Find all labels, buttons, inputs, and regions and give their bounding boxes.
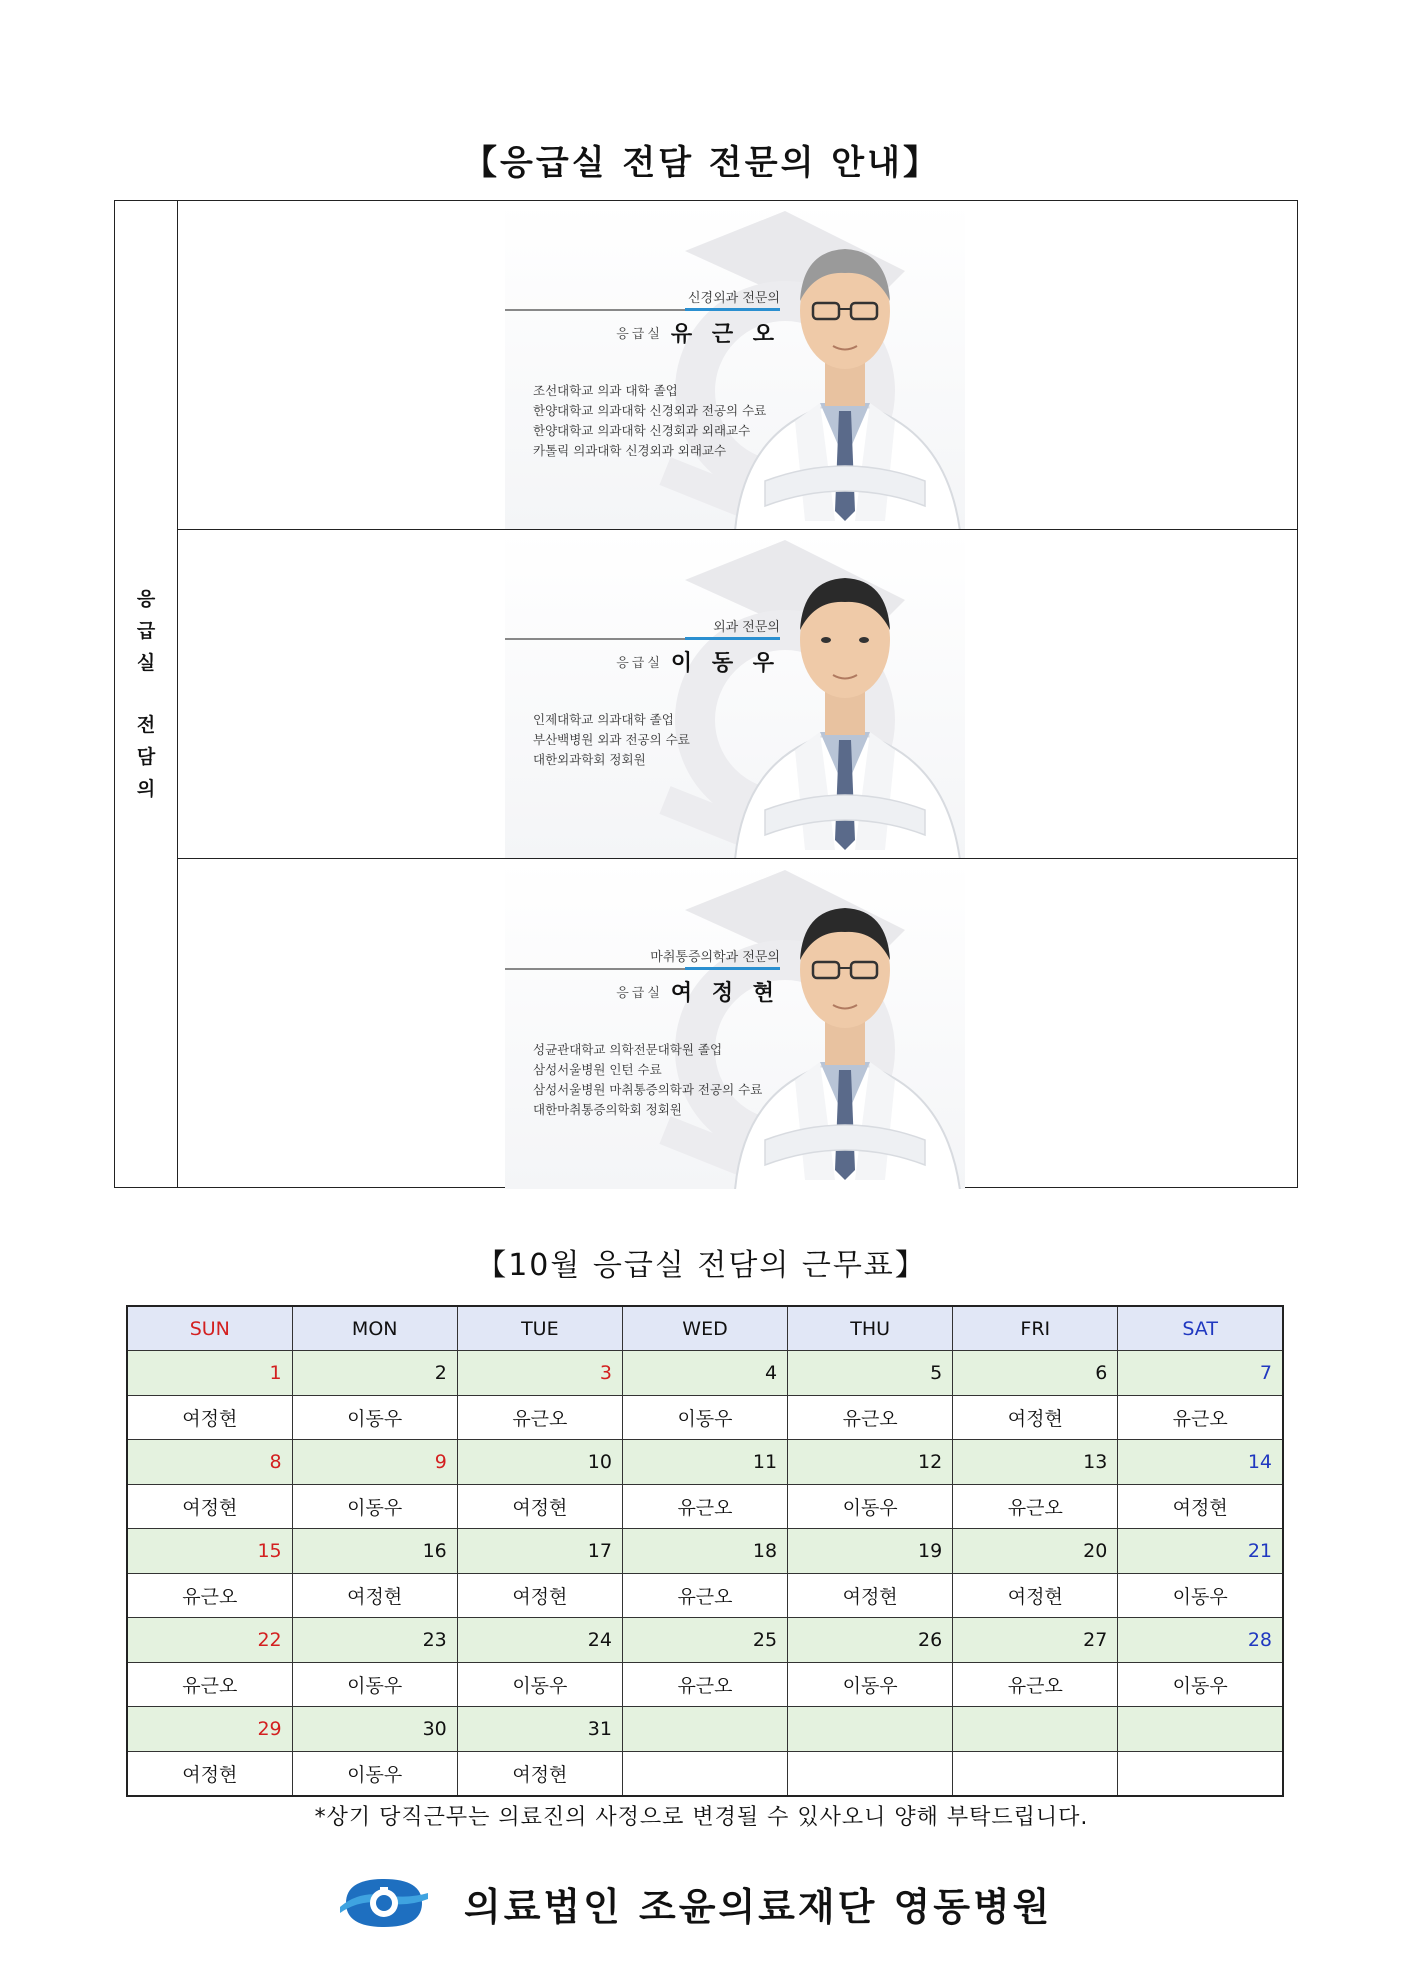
duty-doctor-cell: 이동우 [622,1395,787,1440]
duty-doctor-cell: 여정현 [127,1395,292,1440]
date-cell: 27 [953,1618,1118,1663]
date-cell: 18 [622,1529,787,1574]
duty-doctor-cell: 유근오 [953,1484,1118,1529]
date-cell: 10 [457,1440,622,1485]
doctor-row [178,860,1297,1189]
duty-doctor-cell: 유근오 [622,1484,787,1529]
career-line: 삼성서울병원 인턴 수료 [533,1061,662,1077]
duty-row [127,1662,1283,1707]
duty-doctor-cell: 이동우 [1118,1573,1283,1618]
date-cell: 28 [1118,1618,1283,1663]
duty-doctor-cell: 유근오 [953,1662,1118,1707]
duty-row [127,1751,1283,1796]
date-cell: 29 [127,1707,292,1752]
duty-row [127,1573,1283,1618]
side-char: 의 [136,778,156,800]
duty-doctor-cell: 여정현 [457,1751,622,1796]
date-cell: 31 [457,1707,622,1752]
date-row [127,1618,1283,1663]
duty-doctor-cell: 여정현 [457,1573,622,1618]
date-cell: 22 [127,1618,292,1663]
doctor-card [505,201,965,529]
hospital-name: 의료법인 조윤의료재단 영동병원 [464,1884,1053,1929]
doctor-row [178,201,1297,530]
career-line: 대한외과학회 정회원 [533,752,646,768]
duty-doctor-cell [1118,1751,1283,1796]
schedule-title: 【10월 응급실 전담의 근무표】 [476,1248,927,1283]
doctor-role: 응급실 [616,327,663,342]
date-cell: 2 [292,1351,457,1396]
date-row [127,1440,1283,1485]
date-cell: 20 [953,1529,1118,1574]
date-cell: 21 [1118,1529,1283,1574]
date-cell: 3 [457,1351,622,1396]
career-line: 카톨릭 의과대학 신경외과 외래교수 [533,443,727,458]
date-cell: 5 [788,1351,953,1396]
date-cell: 7 [1118,1351,1283,1396]
duty-doctor-cell: 여정현 [1118,1484,1283,1529]
date-cell [953,1707,1118,1752]
date-row [127,1351,1283,1396]
doctor-name: 이 동 우 [670,651,780,677]
side-char: 급 [136,620,156,642]
date-cell: 19 [788,1529,953,1574]
doctor-role: 응급실 [616,656,663,672]
doctor-specialty: 신경외과 전문의 [687,291,780,306]
duty-doctor-cell: 유근오 [788,1395,953,1440]
duty-doctor-cell: 이동우 [292,1484,457,1529]
date-cell: 12 [788,1440,953,1485]
doctor-specialty: 외과 전문의 [713,620,780,636]
date-row [127,1529,1283,1574]
duty-doctor-cell: 유근오 [622,1662,787,1707]
day-header-fri: FRI [953,1306,1118,1351]
date-cell: 24 [457,1618,622,1663]
side-char: 응 [136,588,156,610]
duty-doctor-cell: 유근오 [457,1395,622,1440]
duty-doctor-cell: 유근오 [1118,1395,1283,1440]
date-cell: 25 [622,1618,787,1663]
date-cell: 26 [788,1618,953,1663]
duty-doctor-cell: 이동우 [292,1751,457,1796]
date-cell: 16 [292,1529,457,1574]
footer [338,1868,1052,1938]
date-cell: 30 [292,1707,457,1752]
duty-doctor-cell: 유근오 [127,1573,292,1618]
doctor-name: 여 정 현 [670,980,780,1006]
doctor-photo [725,221,965,529]
duty-doctor-cell: 이동우 [788,1484,953,1529]
page-title: 【응급실 전담 전문의 안내】 [463,143,940,183]
career-line: 한양대학교 의과대학 신경회과 외래교수 [533,423,751,438]
doctor-row [178,530,1297,859]
duty-doctor-cell: 이동우 [292,1395,457,1440]
date-cell: 14 [1118,1440,1283,1485]
date-cell: 13 [953,1440,1118,1485]
day-header-mon: MON [292,1306,457,1351]
doctor-photo [725,880,965,1189]
doctor-specialty: 마취통증의학과 전문의 [650,949,780,965]
side-label [137,583,155,805]
duty-doctor-cell [622,1751,787,1796]
day-header-wed: WED [622,1306,787,1351]
career-line: 부산백병원 외과 전공의 수료 [533,732,690,748]
doctor-card [505,860,965,1189]
date-row [127,1707,1283,1752]
career-line: 성균관대학교 의학전문대학원 졸업 [533,1041,723,1057]
duty-doctor-cell [953,1751,1118,1796]
date-cell: 9 [292,1440,457,1485]
day-header-thu: THU [788,1306,953,1351]
duty-doctor-cell: 이동우 [292,1662,457,1707]
duty-doctor-cell: 여정현 [292,1573,457,1618]
career-line: 조선대학교 의과 대학 졸업 [533,383,678,398]
career-line: 삼성서울병원 마취통증의학과 전공의 수료 [533,1081,763,1097]
duty-doctor-cell: 이동우 [457,1662,622,1707]
schedule-table [126,1305,1284,1797]
date-cell [622,1707,787,1752]
duty-doctor-cell: 여정현 [127,1484,292,1529]
duty-doctor-cell: 여정현 [953,1573,1118,1618]
duty-doctor-cell: 여정현 [127,1751,292,1796]
doctor-info-table [114,200,1298,1188]
date-cell: 11 [622,1440,787,1485]
duty-doctor-cell: 여정현 [953,1395,1118,1440]
doctor-photo [725,550,965,858]
side-char: 전 [136,714,156,736]
hospital-logo-icon [338,1873,430,1933]
date-cell: 6 [953,1351,1118,1396]
duty-row [127,1395,1283,1440]
date-cell: 15 [127,1529,292,1574]
duty-doctor-cell: 유근오 [622,1573,787,1618]
date-cell: 1 [127,1351,292,1396]
duty-doctor-cell: 여정현 [457,1484,622,1529]
date-cell: 23 [292,1618,457,1663]
date-cell [788,1707,953,1752]
date-cell: 4 [622,1351,787,1396]
duty-doctor-cell: 여정현 [788,1573,953,1618]
date-cell: 17 [457,1529,622,1574]
duty-doctor-cell: 유근오 [127,1662,292,1707]
duty-row [127,1484,1283,1529]
career-line: 인제대학교 의과대학 졸업 [533,712,674,728]
date-cell [1118,1707,1283,1752]
side-label-cell [115,201,178,1187]
career-line: 한양대학교 의과대학 신경외과 전공의 수료 [533,403,767,418]
schedule-note: *상기 당직근무는 의료진의 사정으로 변경될 수 있사오니 양해 부탁드립니다. [314,1805,1089,1830]
doctor-role: 응급실 [616,985,663,1001]
duty-doctor-cell: 이동우 [1118,1662,1283,1707]
doctor-career [533,710,690,770]
career-line: 대한마취통증의학회 정회원 [533,1101,682,1117]
duty-doctor-cell [788,1751,953,1796]
day-header-sun: SUN [127,1306,292,1351]
duty-doctor-cell: 이동우 [788,1662,953,1707]
day-header-sat: SAT [1118,1306,1283,1351]
doctor-card [505,530,965,858]
side-char: 실 [136,652,156,674]
doctor-name: 유 근 오 [670,322,780,347]
side-char: 담 [136,746,156,768]
date-cell: 8 [127,1440,292,1485]
day-header-tue: TUE [457,1306,622,1351]
